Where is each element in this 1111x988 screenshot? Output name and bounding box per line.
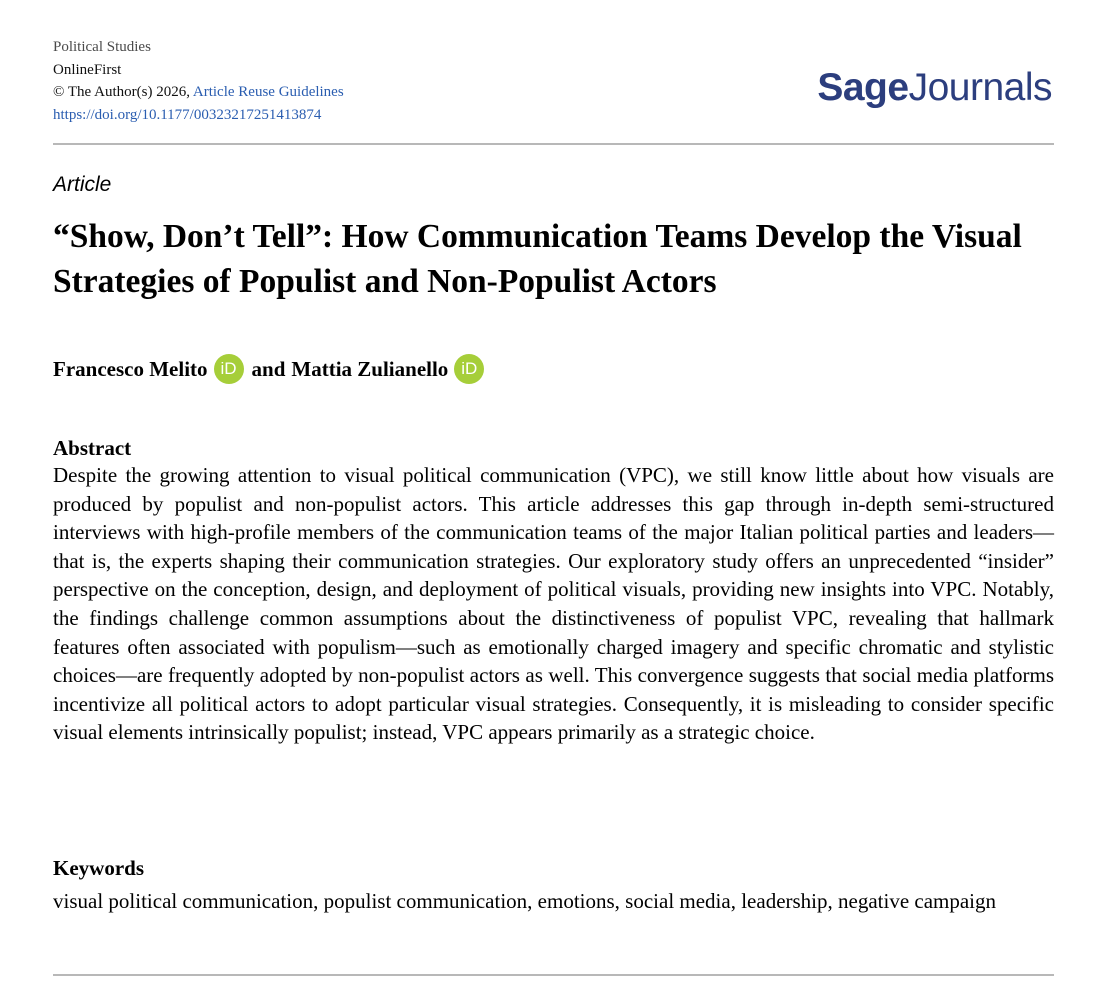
article-type: Article [53, 173, 112, 196]
keywords-section [53, 855, 1054, 918]
author-name[interactable]: Mattia Zulianello [291, 357, 449, 381]
author-name[interactable]: Francesco Melito [53, 357, 208, 381]
keywords-heading: Keywords [53, 856, 144, 880]
header-divider [53, 143, 1054, 145]
author-conjunction: and [251, 357, 286, 381]
article-title: “Show, Don’t Tell”: How Communication Teams Develop the Visual Strategies of Populist and Non-Populist Actors [53, 218, 1022, 300]
orcid-icon[interactable]: iD [454, 354, 484, 384]
publication-status: OnlineFirst [53, 61, 122, 78]
doi-link[interactable]: https://doi.org/10.1177/00323217251413874 [53, 106, 322, 123]
footer-divider [53, 974, 1054, 976]
reuse-guidelines-link[interactable]: Article Reuse Guidelines [192, 84, 344, 100]
abstract-section [53, 435, 1054, 747]
sage-journals-logo[interactable] [817, 66, 1052, 110]
keywords-list: visual political communication, populist communication, emotions, social media, leadership, negative campaign [53, 889, 997, 913]
journal-name: Political Studies [53, 39, 151, 55]
article-page [53, 36, 1054, 913]
copyright-text: © The Author(s) 2026, [53, 84, 190, 100]
abstract-body: Despite the growing attention to visual political communication (VPC), we still know little about how visuals are produced by populist and non-populist actors. This article addresses this gap through in-depth semi-structured interviews with high-profile members of the communication teams of the major Italian political parties and leaders—that is, the experts shaping their communication strategies. Our exploratory study offers an unprecedented “insider” perspective on the conception, design, and deployment of political visuals, providing new insights into VPC. Notably, the findings challenge common assumptions about the distinctiveness of populist VPC, revealing that hallmark features often associated with populism—such as emotionally charged imagery and specific chromatic and stylistic choices—are frequently adopted by non-populist actors as well. This convergence suggests that social media platforms incentivize all political actors to adopt particular visual strategies. Consequently, it is misleading to consider specific visual elements intrinsically populist; instead, VPC appears primarily as a strategic choice. [53, 463, 1054, 745]
logo-primary: Sage [817, 66, 909, 109]
author-list [53, 353, 492, 385]
logo-secondary: Journals [908, 66, 1052, 109]
orcid-icon[interactable]: iD [214, 354, 244, 384]
abstract-heading: Abstract [53, 436, 132, 460]
